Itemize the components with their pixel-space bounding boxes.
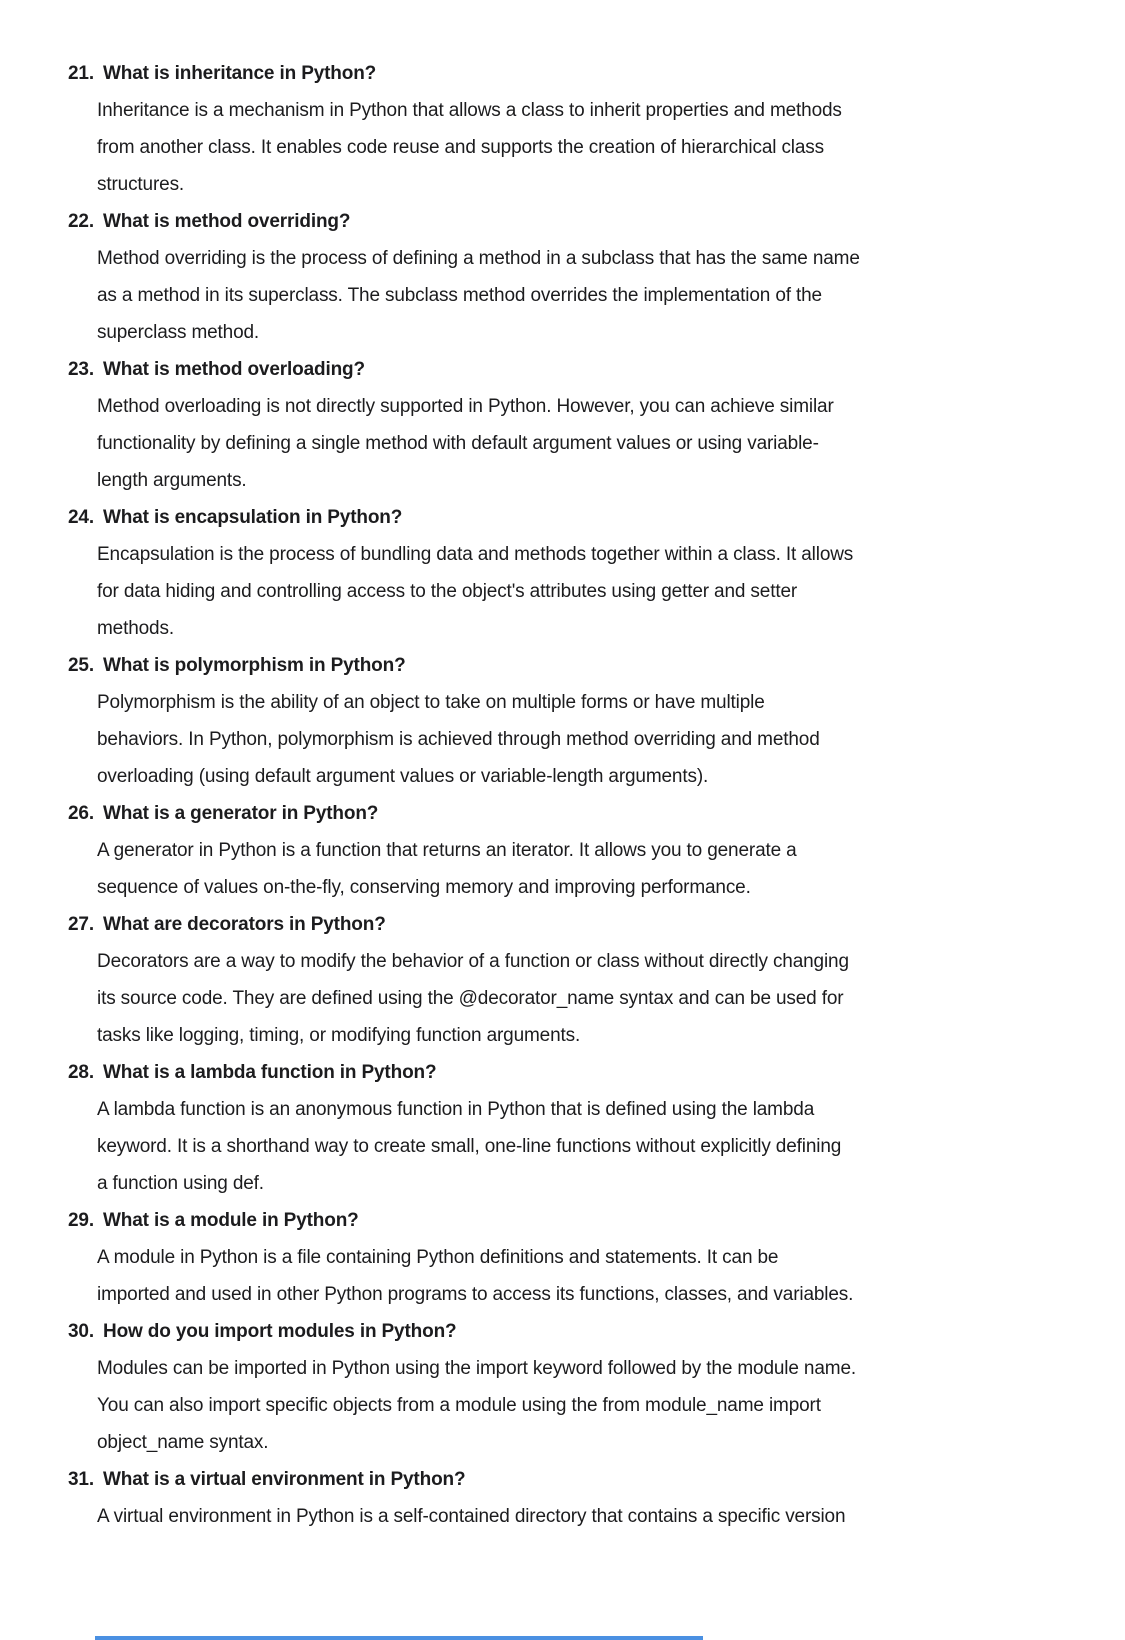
question-title: What is a lambda function in Python?	[103, 1062, 437, 1083]
answer-line: object_name syntax.	[97, 1432, 269, 1453]
question-title: What is a virtual environment in Python?	[103, 1469, 466, 1490]
question-row	[68, 795, 1070, 832]
qa-item	[68, 1054, 1070, 1202]
answer-text	[97, 943, 1070, 1054]
question-row	[68, 1202, 1070, 1239]
answer-text	[97, 1091, 1070, 1202]
question-number: 26.	[68, 803, 94, 824]
question-row	[68, 1054, 1070, 1091]
answer-line: functionality by defining a single method with default argument values or using variable-	[97, 433, 819, 454]
answer-line: Inheritance is a mechanism in Python that allows a class to inherit properties and methods	[97, 100, 842, 121]
answer-line: Method overriding is the process of defining a method in a subclass that has the same name	[97, 248, 860, 269]
question-number: 31.	[68, 1469, 94, 1490]
question-row	[68, 55, 1070, 92]
question-title: What is method overloading?	[103, 359, 365, 380]
qa-item	[68, 55, 1070, 203]
answer-line: for data hiding and controlling access to the object's attributes using getter and setter	[97, 581, 798, 602]
qa-item	[68, 906, 1070, 1054]
answer-line: its source code. They are defined using the @decorator_name syntax and can be used for	[97, 988, 844, 1009]
answer-line: You can also import specific objects from a module using the from module_name import	[97, 1395, 821, 1416]
answer-text	[97, 684, 1070, 795]
question-title: What is encapsulation in Python?	[103, 507, 403, 528]
answer-text	[97, 388, 1070, 499]
answer-line: a function using def.	[97, 1173, 264, 1194]
question-title: What is a generator in Python?	[103, 803, 379, 824]
question-title: What is a module in Python?	[103, 1210, 359, 1231]
answer-line: methods.	[97, 618, 174, 639]
question-title: What are decorators in Python?	[103, 914, 386, 935]
question-number: 30.	[68, 1321, 94, 1342]
question-title: What is method overriding?	[103, 211, 351, 232]
answer-line: tasks like logging, timing, or modifying function arguments.	[97, 1025, 581, 1046]
qa-item	[68, 1313, 1070, 1461]
answer-text	[97, 92, 1070, 203]
qa-list	[68, 55, 1070, 1535]
question-number: 27.	[68, 914, 94, 935]
question-number: 23.	[68, 359, 94, 380]
answer-line: Modules can be imported in Python using the import keyword followed by the module name.	[97, 1358, 856, 1379]
bottom-accent-line	[95, 1636, 703, 1640]
question-title: How do you import modules in Python?	[103, 1321, 457, 1342]
qa-item	[68, 795, 1070, 906]
answer-text	[97, 536, 1070, 647]
qa-item	[68, 1461, 1070, 1535]
answer-line: A generator in Python is a function that returns an iterator. It allows you to generate a	[97, 840, 797, 861]
answer-line: imported and used in other Python programs to access its functions, classes, and variables.	[97, 1284, 854, 1305]
qa-item	[68, 647, 1070, 795]
answer-line: structures.	[97, 174, 185, 195]
answer-text	[97, 832, 1070, 906]
question-number: 28.	[68, 1062, 94, 1083]
question-row	[68, 906, 1070, 943]
answer-line: Method overloading is not directly supported in Python. However, you can achieve similar	[97, 396, 834, 417]
qa-item	[68, 351, 1070, 499]
answer-line: overloading (using default argument values or variable-length arguments).	[97, 766, 709, 787]
question-number: 22.	[68, 211, 94, 232]
answer-line: superclass method.	[97, 322, 260, 343]
answer-line: behaviors. In Python, polymorphism is achieved through method overriding and method	[97, 729, 820, 750]
question-row	[68, 1313, 1070, 1350]
question-row	[68, 203, 1070, 240]
question-row	[68, 1461, 1070, 1498]
question-number: 24.	[68, 507, 94, 528]
qa-item	[68, 1202, 1070, 1313]
answer-line: Decorators are a way to modify the behavior of a function or class without directly changing	[97, 951, 849, 972]
answer-line: A module in Python is a file containing Python definitions and statements. It can be	[97, 1247, 779, 1268]
answer-text	[97, 1350, 1070, 1461]
question-number: 21.	[68, 63, 94, 84]
qa-item	[68, 203, 1070, 351]
question-row	[68, 351, 1070, 388]
answer-line: A virtual environment in Python is a self-contained directory that contains a specific version	[97, 1506, 846, 1527]
question-number: 29.	[68, 1210, 94, 1231]
question-row	[68, 499, 1070, 536]
question-row	[68, 647, 1070, 684]
answer-text	[97, 1239, 1070, 1313]
answer-line: sequence of values on-the-fly, conserving memory and improving performance.	[97, 877, 751, 898]
answer-line: from another class. It enables code reuse and supports the creation of hierarchical class	[97, 137, 824, 158]
answer-line: A lambda function is an anonymous function in Python that is defined using the lambda	[97, 1099, 815, 1120]
answer-text	[97, 1498, 1070, 1535]
answer-line: length arguments.	[97, 470, 247, 491]
answer-line: Polymorphism is the ability of an object to take on multiple forms or have multiple	[97, 692, 765, 713]
answer-line: Encapsulation is the process of bundling data and methods together within a class. It allows	[97, 544, 854, 565]
answer-text	[97, 240, 1070, 351]
question-title: What is inheritance in Python?	[103, 63, 377, 84]
answer-line: keyword. It is a shorthand way to create small, one-line functions without explicitly defining	[97, 1136, 842, 1157]
question-number: 25.	[68, 655, 94, 676]
qa-item	[68, 499, 1070, 647]
question-title: What is polymorphism in Python?	[103, 655, 406, 676]
answer-line: as a method in its superclass. The subclass method overrides the implementation of the	[97, 285, 822, 306]
